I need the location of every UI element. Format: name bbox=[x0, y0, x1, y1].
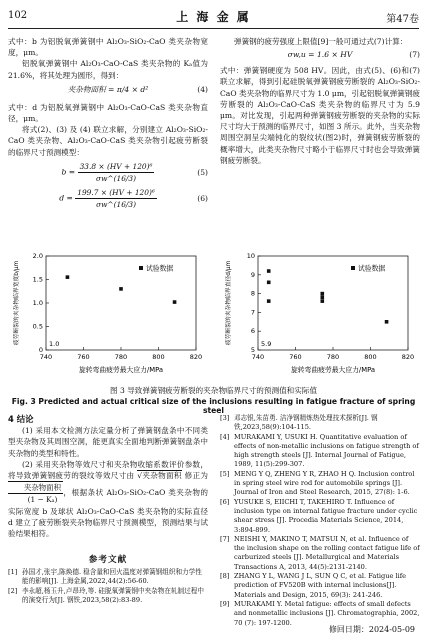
x-tick-label: 760 bbox=[77, 353, 90, 361]
equation-number: (4) bbox=[197, 84, 208, 94]
data-point bbox=[119, 287, 123, 291]
reference-number: [2] bbox=[8, 586, 18, 595]
reference-item bbox=[8, 568, 208, 587]
y-tick-label: 7 bbox=[250, 308, 255, 317]
chart-critical-diameter bbox=[220, 250, 420, 383]
y-axis-label: 疲劳断裂的夹杂物临界宽度b/μm bbox=[14, 260, 20, 346]
y-tick-label: 5 bbox=[250, 346, 255, 354]
reference-text: MURAKAMI Y. Metal fatigue: effects of small defects and nonmetallic inclusions [J]. Chromatographia, 2002, 70 (7): 197-1200. bbox=[234, 599, 420, 627]
legend-marker bbox=[351, 266, 355, 270]
reference-number: [3] bbox=[220, 414, 230, 422]
references-right bbox=[220, 414, 420, 628]
y-tick-label: 1.0 bbox=[32, 299, 43, 307]
data-point bbox=[173, 300, 177, 304]
data-point bbox=[267, 299, 271, 303]
reference-text: ZHANG Y L, WANG J L, SUN Q C, et al. Fatigue life prediction of FV520B with internal inclusions[J]. Materials and Design, 2015, 69(3): 241-246. bbox=[234, 572, 407, 599]
chart-critical-width bbox=[8, 250, 208, 383]
y-tick-label: 1.5 bbox=[32, 275, 43, 284]
formula-sqrt-area: √夹杂物面积 bbox=[137, 471, 182, 481]
x-tick-label: 800 bbox=[364, 353, 377, 361]
reference-number: [1] bbox=[8, 568, 18, 576]
references-heading: 参考文献 bbox=[88, 555, 128, 565]
revised-date: 修回日期：2024-05-09 bbox=[328, 625, 415, 634]
legend-marker bbox=[139, 266, 143, 270]
paragraph: 将式(2)、(3) 及 (4) 联立求解，分别建立 Al₂O₃-SiO₂-CaO 类夹杂物、Al₂O₃-CaO-CaS 类夹杂物引起疲劳断裂的临界尺寸预测模型： bbox=[8, 125, 208, 157]
reference-text: 孙国才,张宇,陈焕德. 稳含量和回火温度对弹簧钢组织和力学性能的影响[J]. 上海金属,2022,44(2):56-60. bbox=[22, 568, 202, 586]
equation-number: (7) bbox=[409, 50, 420, 60]
reference-text: NEISHI Y, MAKINO T, MATSUI N, et al. Influence of the inclusion shape on the rolling contact fatigue life of carburized steels [J]. Metallurgical and Materials Transactions A, 2013, 44(5):2131-2140. bbox=[234, 534, 420, 571]
y-axis-label: 疲劳断裂的夹杂物临界直径d/μm bbox=[226, 260, 232, 346]
x-tick-label: 760 bbox=[289, 353, 302, 361]
conclusion-section bbox=[8, 414, 208, 539]
reference-text: MENG Y Q, ZHENG Y R, ZHAO H Q. Inclusion control in spring steel wire rod for automobile springs [J]. Journal of Iron and Steel Research, 2015, 27(8): 1-6. bbox=[234, 469, 415, 497]
right-column-text bbox=[220, 36, 420, 166]
equation-5: b = $\frac{\text{33.8 × (HV + 120)⁶}}{\sigma w\^{}(16/3)}$ (5) bbox=[61, 161, 208, 184]
y-tick-label: 0.5 bbox=[32, 322, 43, 331]
page-number: 102 bbox=[8, 10, 28, 21]
equation-7: σw,u = 1.6 × HV (7) bbox=[287, 50, 420, 60]
y-tick-label: 2.0 bbox=[32, 252, 43, 260]
volume-label: 第47卷 bbox=[386, 14, 419, 25]
reference-text: YUSUKE S, EIICHI T, TAKEHIRO T. Influence of inclusion type on internal fatigue fracture under cyclic shear stress [J]. Procedia Materials Science, 2014, 3:894-899. bbox=[234, 497, 418, 534]
reference-text: MURAKAMI Y, USUKI H. Quantitative evaluation of effects of non-metallic inclusions on fatigue strength of high strength steels [J]. Internal Journal of Fatigue, 1989, 11(5):299-307. bbox=[234, 432, 419, 469]
reference-number: [7] bbox=[220, 534, 230, 543]
x-tick-label: 800 bbox=[152, 353, 165, 361]
paragraph: (2) 采用夹杂物等效尺寸和夹杂物收缩系数评价参数，将导致弹簧钢疲劳的裂纹等效尺寸由 √夹杂物面积 修正为 $\frac{\text{夹杂物面积}}{\text{(1 − Kₐ)}}$ ，根据条状 Al₂O₃-SiO₂-CaO 类夹杂物的实际宽度 b 及球状 Al₂O₃-CaO-CaS 类夹杂物的实际直径 d 建立了疲劳断裂夹杂物临界尺寸预测模型，预测结果与试验结果相符。 bbox=[8, 459, 209, 539]
formula-sqrt-fraction: $\frac{\text{夹杂物面积}}{\text{(1 − Kₐ)}}$ bbox=[8, 481, 63, 505]
journal-title: 上 海 金 属 bbox=[176, 10, 251, 24]
reference-item bbox=[220, 414, 420, 433]
paragraph: 式中：弹簧钢硬度为 508 HV。因此，由式(5)、(6)和(7)联立求解，得到引起硅脱氧弹簧钢疲劳断裂的 Al₂O₃-SiO₂-CaO 类夹杂物的临界尺寸为 1.0 μm，引起铝脱氧弹簧钢疲劳断裂的 Al₂O₃-CaO-CaS 类夹杂物的临界尺寸为 5.9 μm。对比发现，引起两种弹簧钢疲劳断裂的夹杂物的实际尺寸均大于预测的临界尺寸，如图 3 所示。此外，当夹杂物周围空洞呈尖端钝化的裂纹状(图2)时，弹簧钢疲劳断裂的概率增大，此类夹杂物尺寸略小于临界尺寸时也会导致弹簧钢疲劳断裂。 bbox=[220, 66, 420, 165]
plot-frame bbox=[258, 256, 408, 350]
equation-4: 夹杂物面积 = π/4 × d² (4) bbox=[67, 84, 208, 94]
reference-number: [6] bbox=[220, 497, 230, 506]
x-tick-label: 740 bbox=[39, 353, 53, 361]
reference-item bbox=[8, 587, 208, 606]
equation-number: (6) bbox=[197, 193, 208, 203]
reference-item bbox=[220, 470, 420, 498]
x-tick-label: 780 bbox=[114, 353, 128, 361]
reference-number: [5] bbox=[220, 469, 230, 478]
data-point bbox=[385, 320, 389, 324]
left-column-text bbox=[8, 36, 208, 211]
references-left bbox=[8, 553, 208, 605]
reference-text: 邓志银,朱苗勇. 洁净钢精炼热处理技术探析[J]. 钢铁,2023,58(9):104-115. bbox=[234, 414, 378, 432]
paragraph: 弹簧钢的疲劳强度上限值[9]一般可通过式(7)计算： bbox=[234, 37, 408, 46]
reference-number: [8] bbox=[220, 572, 230, 581]
y-tick-label: 0 bbox=[38, 346, 43, 354]
paragraph: 式中：b 为铝脱氧弹簧钢中 Al₂O₃-SiO₂-CaO 类夹杂物宽度，μm。 bbox=[8, 37, 208, 58]
equation-6: d = $\frac{\text{199.7 × (HV + 120)⁶}}{\sigma w\^{}(16/3)}$ (6) bbox=[59, 187, 208, 210]
legend-label: 试验数据 bbox=[358, 264, 386, 273]
legend-label: 试验数据 bbox=[146, 264, 174, 273]
figure-caption-en: Fig. 3 Predicted and actual critical size of the inclusions resulting in fatigue fracture of spring steel bbox=[11, 397, 416, 415]
y-tick-label: 6 bbox=[250, 327, 255, 336]
paragraph: (1) 采用本文检测方法定量分析了弹簧钢盘条中不同类型夹杂物及其周围空洞，能更真实全面地判断弹簧钢盘条中夹杂物的类型和特性。 bbox=[8, 426, 208, 458]
paragraph: 铝脱氧弹簧钢中 Al₂O₃-CaO-CaS 类夹杂物的 Kₐ值为 21.6%，将其处理为圆形，得到： bbox=[8, 59, 208, 80]
reference-item bbox=[220, 572, 420, 600]
figure-caption-cn: 图 3 导致弹簧钢疲劳断裂的夹杂物临界尺寸的预测值和实际值 bbox=[109, 386, 318, 395]
data-point bbox=[267, 281, 271, 285]
paragraph: 式中：d 为铝脱氧弹簧钢中 Al₂O₃-CaO-CaS 类夹杂物直径，μm。 bbox=[8, 102, 208, 124]
x-tick-label: 820 bbox=[189, 353, 203, 361]
reference-text: 李永超,杨玉升,卢昂玲,等. 硅脱氧弹簧钢中夹杂物在轧制过程中的演变行为[J]. 钢铁,2023,58(2):83-89. bbox=[22, 586, 204, 604]
x-axis-label: 旋转弯曲疲劳最大应力/MPa bbox=[290, 366, 376, 374]
reference-item bbox=[220, 498, 420, 535]
reference-number: [9] bbox=[220, 599, 230, 608]
x-tick-label: 780 bbox=[326, 353, 340, 361]
y-tick-label: 9 bbox=[250, 270, 255, 279]
page-header bbox=[8, 8, 419, 29]
x-tick-label: 820 bbox=[401, 353, 415, 361]
x-axis-label: 旋转弯曲疲劳最大应力/MPa bbox=[78, 366, 164, 374]
section-heading: 4 结论 bbox=[8, 414, 34, 424]
equation-number: (5) bbox=[197, 167, 208, 177]
critical-size-label: 1.0 bbox=[49, 340, 60, 348]
data-point bbox=[320, 296, 324, 300]
data-point bbox=[66, 275, 70, 279]
data-point bbox=[320, 292, 324, 296]
data-point bbox=[267, 269, 271, 273]
y-tick-label: 8 bbox=[250, 289, 255, 298]
critical-size-label: 5.9 bbox=[261, 340, 272, 348]
data-point bbox=[320, 299, 324, 303]
reference-item bbox=[220, 535, 420, 572]
y-tick-label: 10 bbox=[246, 252, 255, 260]
reference-item bbox=[220, 433, 420, 470]
x-tick-label: 740 bbox=[251, 353, 265, 361]
reference-number: [4] bbox=[220, 432, 230, 441]
